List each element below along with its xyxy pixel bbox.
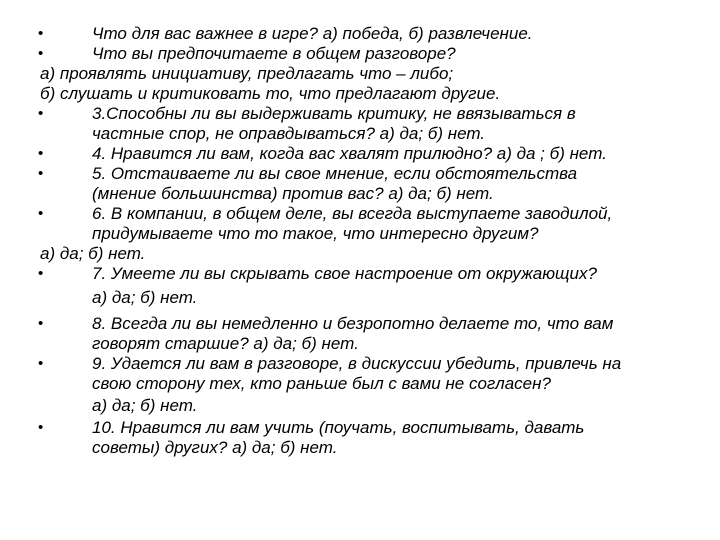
bullet: • (38, 315, 44, 332)
bullet: • (38, 25, 44, 42)
question-text: придумываете что то такое, что интересно другим? (92, 224, 539, 243)
question-text: 6. В компании, в общем деле, вы всегда выступаете заводилой, (92, 204, 613, 223)
bullet: • (38, 419, 44, 436)
bullet: • (38, 45, 44, 62)
answer-text: а) да; б) нет. (92, 396, 198, 415)
question-text: 7. Умеете ли вы скрывать свое настроение от окружающих? (92, 264, 597, 283)
question-text: частные спор, не оправдываться? а) да; б) нет. (92, 124, 486, 143)
answer-text: а) да; б) нет. (40, 244, 146, 263)
bullet: • (38, 145, 44, 162)
question-text: 5. Отстаиваете ли вы свое мнение, если обстоятельства (92, 164, 578, 183)
question-text: Что вы предпочитаете в общем разговоре? (92, 44, 456, 63)
question-text: 8. Всегда ли вы немедленно и безропотно делаете то, что вам (92, 314, 614, 333)
bullet: • (38, 205, 44, 222)
question-text: говорят старшие? а) да; б) нет. (92, 334, 359, 353)
answer-text: а) проявлять инициативу, предлагать что – либо; (40, 64, 454, 83)
bullet: • (38, 355, 44, 372)
bullet: • (38, 105, 44, 122)
bullet: • (38, 265, 44, 282)
answer-text: б) слушать и критиковать то, что предлагают другие. (40, 84, 501, 103)
answer-text: а) да; б) нет. (92, 288, 198, 307)
question-text: 3.Способны ли вы выдерживать критику, не ввязываться в (92, 104, 576, 123)
bullet: • (38, 165, 44, 182)
question-text: 10. Нравится ли вам учить (поучать, воспитывать, давать (92, 418, 585, 437)
question-text: 4. Нравится ли вам, когда вас хвалят прилюдно? а) да ; б) нет. (92, 144, 607, 163)
question-text: свою сторону тех, кто раньше был с вами не согласен? (92, 374, 551, 393)
question-text: (мнение большинства) против вас? а) да; б) нет. (92, 184, 494, 203)
question-text: Что для вас важнее в игре? а) победа, б) развлечение. (92, 24, 533, 43)
question-text: 9. Удается ли вам в разговоре, в дискуссии убедить, привлечь на (92, 354, 622, 373)
question-text: советы) других? а) да; б) нет. (92, 438, 338, 457)
